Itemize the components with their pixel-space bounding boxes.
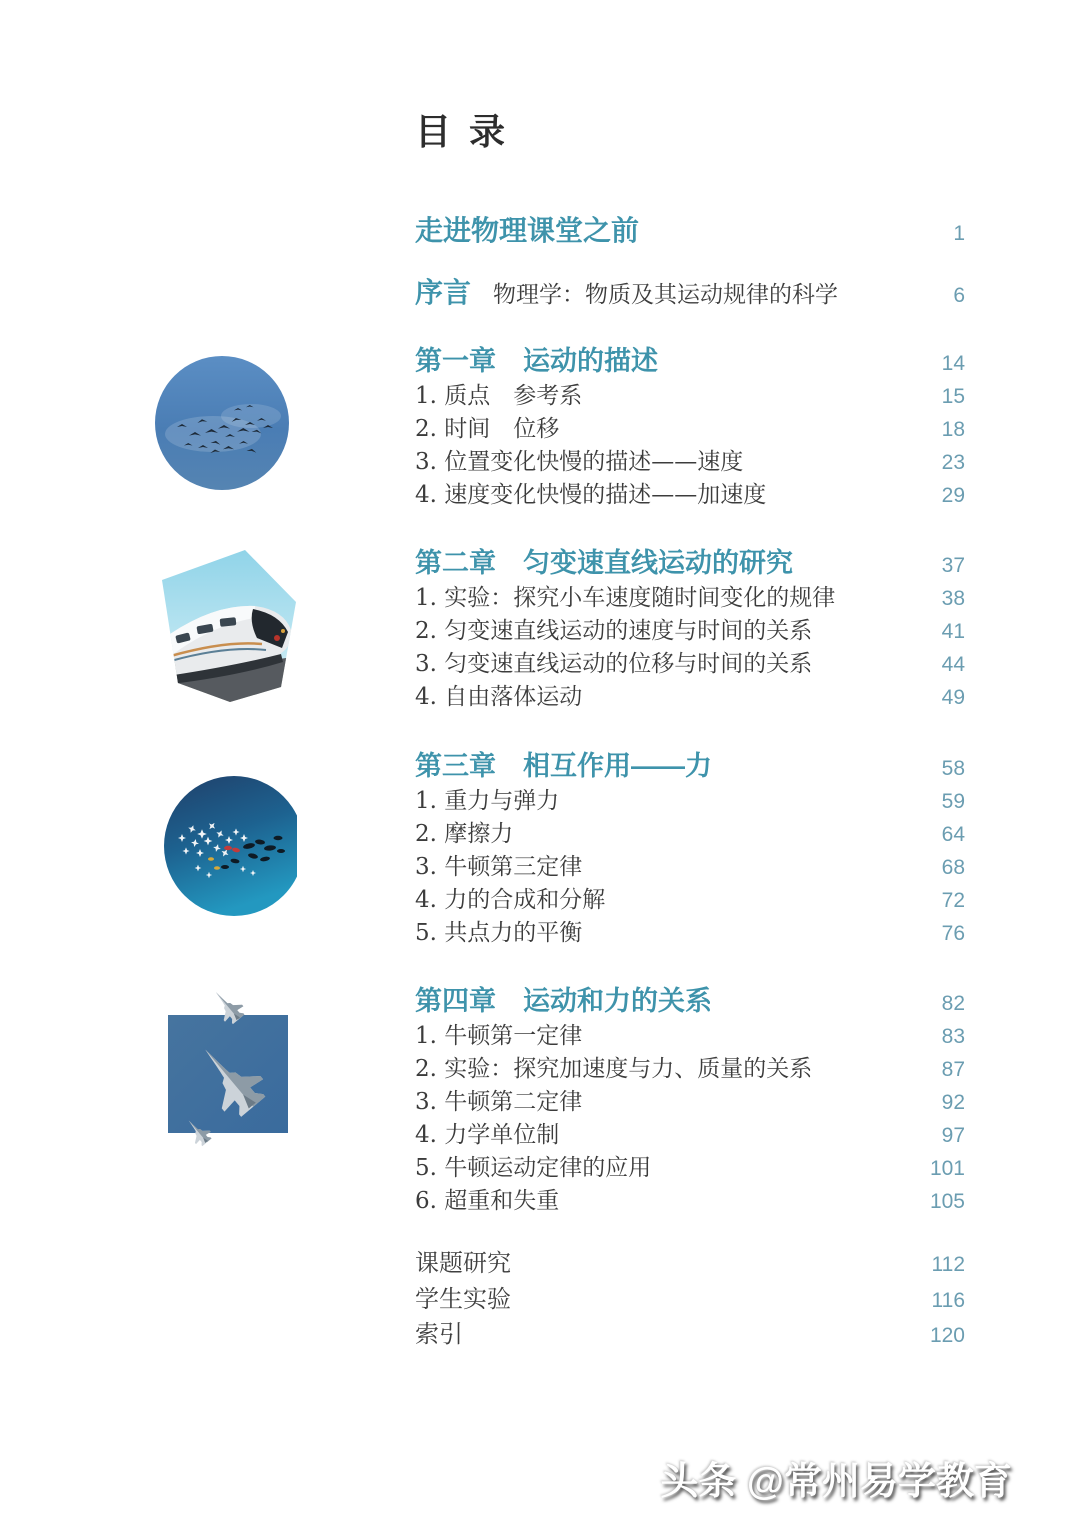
page-number: 92 [941, 1091, 965, 1114]
page-number: 6 [953, 284, 965, 307]
section-title: 1. 质点 参考系 [415, 383, 583, 409]
page-number: 58 [941, 757, 965, 780]
page-number: 76 [941, 922, 965, 945]
section-title: 2. 摩擦力 [415, 821, 514, 847]
section-entry [415, 1185, 965, 1218]
page-number: 68 [941, 856, 965, 879]
endmatter-block [415, 1247, 965, 1354]
chapter-title: 第一章 运动的描述 [415, 346, 658, 376]
section-title: 4. 自由落体运动 [415, 684, 583, 710]
train-photo-content [160, 548, 300, 704]
section-entry [415, 785, 965, 818]
chapter-block-4 [415, 982, 965, 1218]
section-title: 4. 力学单位制 [415, 1122, 560, 1148]
page-number: 120 [929, 1324, 965, 1347]
section-entry [415, 1086, 965, 1119]
chapter-title: 第二章 匀变速直线运动的研究 [415, 548, 793, 578]
page-number: 87 [941, 1058, 965, 1081]
section-title: 1. 重力与弹力 [415, 788, 560, 814]
chapter-heading [415, 982, 965, 1020]
endmatter-entry [415, 1318, 965, 1354]
section-entry [415, 917, 965, 950]
section-entry [415, 1119, 965, 1152]
section-entry [415, 479, 965, 512]
section-entry [415, 615, 965, 648]
skydivers-photo-content [164, 776, 297, 916]
section-entry [415, 851, 965, 884]
section-title: 3. 牛顿第二定律 [415, 1089, 583, 1115]
page-number: 105 [929, 1190, 965, 1213]
endmatter-title: 索引 [415, 1321, 463, 1348]
section-title: 3. 匀变速直线运动的位移与时间的关系 [415, 651, 813, 677]
page-number: 83 [941, 1025, 965, 1048]
chapter-heading [415, 342, 965, 380]
endmatter-title: 学生实验 [415, 1285, 511, 1313]
page-number: 29 [941, 484, 965, 507]
section-entry [415, 1152, 965, 1185]
page-number: 38 [941, 587, 965, 610]
section-title: 2. 时间 位移 [415, 416, 560, 442]
page-number: 37 [941, 554, 965, 577]
section-entry [415, 818, 965, 851]
preface-title: 序言 [415, 277, 472, 308]
section-title: 5. 牛顿运动定律的应用 [415, 1155, 652, 1181]
section-entry [415, 681, 965, 714]
page-number: 64 [941, 823, 965, 846]
page-number: 41 [941, 620, 965, 643]
section-entry [415, 884, 965, 917]
watermark: 头条 @常州易学教育 [660, 1461, 1012, 1503]
section-title: 4. 速度变化快慢的描述——加速度 [415, 482, 767, 508]
page-number: 101 [929, 1157, 965, 1180]
chapter-heading [415, 544, 965, 582]
section-title: 1. 实验：探究小车速度随时间变化的规律 [415, 585, 836, 611]
page-number: 44 [941, 653, 965, 676]
section-title: 6. 超重和失重 [415, 1188, 560, 1214]
birds-photo-content [155, 356, 289, 490]
page-number: 15 [941, 385, 965, 408]
endmatter-entry [415, 1283, 965, 1319]
page-number: 23 [941, 451, 965, 474]
section-entry [415, 648, 965, 681]
preface-title: 走进物理课堂之前 [415, 215, 640, 246]
section-title: 3. 牛顿第三定律 [415, 854, 583, 880]
section-title: 3. 位置变化快慢的描述——速度 [415, 449, 744, 475]
page-number: 116 [931, 1288, 965, 1312]
section-title: 2. 匀变速直线运动的速度与时间的关系 [415, 618, 813, 644]
chapter-block-2 [415, 544, 965, 714]
section-title: 4. 力的合成和分解 [415, 887, 606, 913]
page-number: 97 [941, 1124, 965, 1147]
photo-fighter-jets [150, 988, 320, 1163]
photo-high-speed-train [160, 548, 300, 704]
page-number: 59 [941, 790, 965, 813]
chapter-heading [415, 747, 965, 785]
section-entry [415, 446, 965, 479]
section-entry [415, 582, 965, 615]
page-number: 1 [953, 222, 965, 245]
page-number: 72 [941, 889, 965, 912]
section-entry [415, 380, 965, 413]
chapter-block-1 [415, 342, 965, 512]
page-number: 82 [941, 992, 965, 1015]
endmatter-title: 课题研究 [415, 1250, 511, 1277]
section-title: 1. 牛顿第一定律 [415, 1023, 583, 1049]
endmatter-entry [415, 1247, 965, 1283]
page-number: 18 [941, 418, 965, 441]
preface-desc: 物理学：物质及其运动规律的科学 [493, 282, 839, 308]
chapter-title: 第四章 运动和力的关系 [415, 986, 712, 1016]
preface-entry-1 [415, 212, 965, 250]
chapter-block-3 [415, 747, 965, 950]
section-entry [415, 1020, 965, 1053]
page-number: 14 [941, 352, 965, 375]
page-title: 目 录 [415, 111, 510, 152]
section-title: 2. 实验：探究加速度与力、质量的关系 [415, 1056, 813, 1082]
page-number: 49 [941, 686, 965, 709]
section-entry [415, 413, 965, 446]
page-number: 112 [931, 1253, 965, 1276]
photo-flock-of-birds [155, 356, 289, 490]
section-title: 5. 共点力的平衡 [415, 920, 583, 946]
photo-skydivers-formation [164, 776, 297, 916]
chapter-title: 第三章 相互作用——力 [415, 751, 712, 781]
preface-entry-2 [415, 274, 965, 312]
section-entry [415, 1053, 965, 1086]
